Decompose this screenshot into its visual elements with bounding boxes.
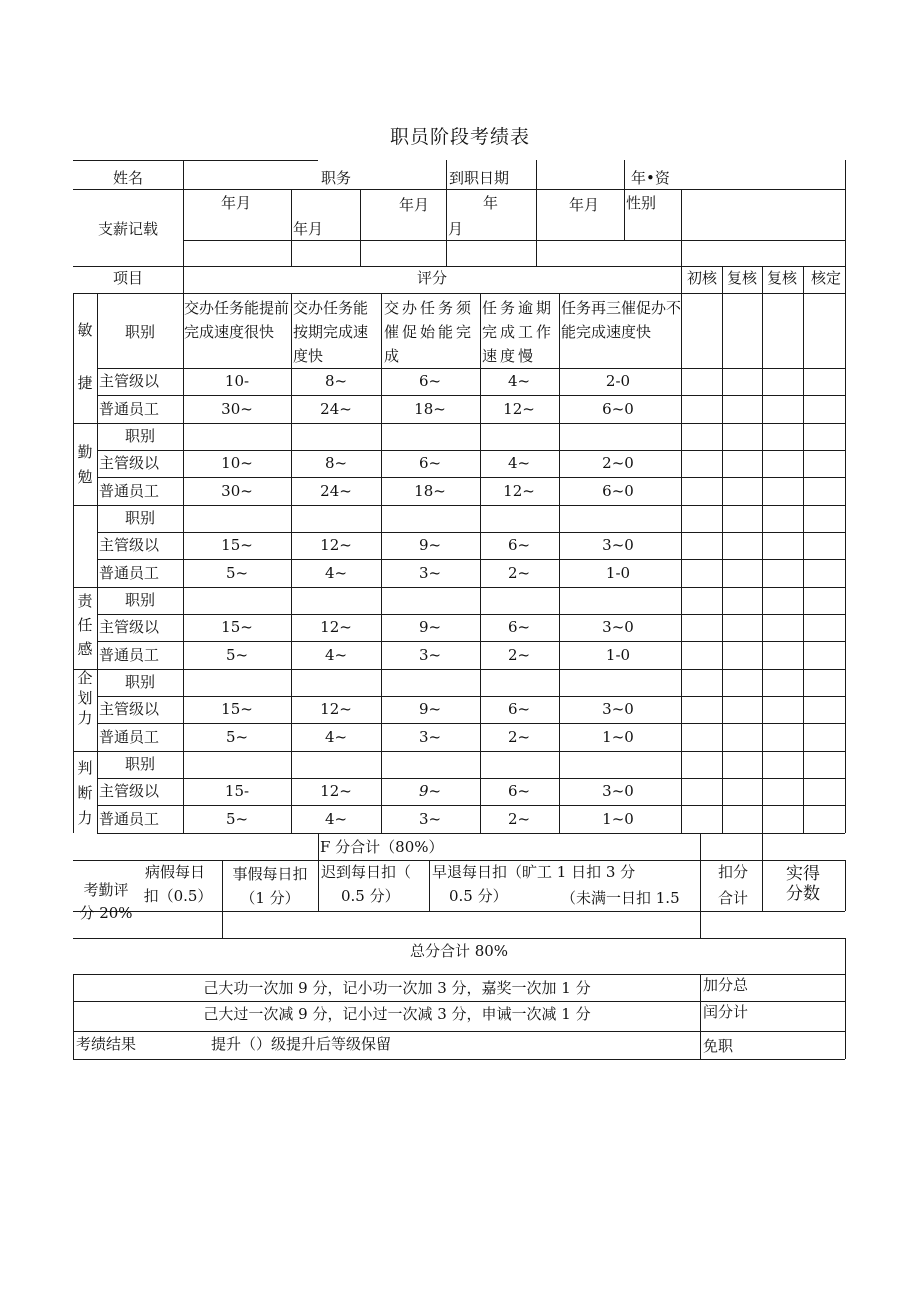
approve-header: 核定 xyxy=(810,269,842,287)
rank-label: 职别 xyxy=(124,323,156,341)
rank-label: 职别 xyxy=(124,427,156,445)
rule xyxy=(73,587,845,588)
score-cell: 9~ xyxy=(418,536,442,554)
section-char: 任 xyxy=(77,616,93,634)
criterion-5: 任务再三催促办不能完成速度快 xyxy=(561,299,682,341)
attendance-label: 考勤评 xyxy=(83,881,129,899)
score-cell: 15~ xyxy=(221,536,253,554)
dismissal-option: 免职 xyxy=(703,1037,734,1055)
rule xyxy=(97,450,845,451)
score-cell: 12~ xyxy=(320,618,352,636)
gender-label: 性别 xyxy=(626,194,657,212)
section-char: 断 xyxy=(77,784,93,802)
rule xyxy=(845,938,846,1059)
deduction-total-label: 扣分 xyxy=(717,863,749,881)
score-cell: 2~ xyxy=(507,728,531,746)
rule xyxy=(97,293,98,833)
attendance-label: 分 20% xyxy=(79,904,133,922)
score-cell: 5~ xyxy=(225,564,249,582)
hire-date-label: 到职日期 xyxy=(449,169,510,187)
rule xyxy=(73,505,845,506)
score-cell: 8~ xyxy=(324,454,348,472)
score-cell: 12~ xyxy=(503,482,535,500)
section-char: 感 xyxy=(77,640,93,658)
rule xyxy=(97,395,845,396)
rule xyxy=(73,293,74,833)
rule xyxy=(73,293,845,294)
score-cell: 5~ xyxy=(225,728,249,746)
section-char: 敏 xyxy=(77,321,93,339)
score-cell: 10~ xyxy=(221,454,253,472)
score-cell: 9~ xyxy=(418,700,442,718)
score-cell: 24~ xyxy=(320,400,352,418)
section-char: 责 xyxy=(77,592,93,610)
rule xyxy=(73,974,74,1059)
rule xyxy=(624,160,625,240)
actual-score-label: 实得 xyxy=(786,864,820,884)
rule xyxy=(222,860,223,938)
score-cell: 12~ xyxy=(503,400,535,418)
demerit-rule: 己大过一次减 9 分，记小过一次减 3 分，申诫一次减 1 分 xyxy=(203,1005,591,1023)
rule xyxy=(73,751,845,752)
score-cell: 6~ xyxy=(507,700,531,718)
rule xyxy=(291,293,292,833)
personal-leave-rule: （1 分） xyxy=(240,889,300,907)
score-cell: 2~ xyxy=(507,810,531,828)
rank-label: 职别 xyxy=(124,509,156,527)
score-cell: 24~ xyxy=(320,482,352,500)
score-cell: 15~ xyxy=(221,700,253,718)
penalty-total-label: 闰分计 xyxy=(703,1003,749,1021)
section-char: 勉 xyxy=(77,468,93,486)
rule xyxy=(73,1001,845,1002)
sick-leave-rule: 扣（0.5） xyxy=(143,887,213,905)
promotion-option: 提升（）级提升后等级保留 xyxy=(211,1035,392,1053)
salary-date-1: 年月 xyxy=(221,194,252,212)
score-cell: 18~ xyxy=(414,400,446,418)
rule xyxy=(97,614,845,615)
criterion-4: 任务逾期完成工作速度慢 xyxy=(482,299,555,365)
score-cell: 6~ xyxy=(418,454,442,472)
rule xyxy=(73,938,845,939)
rule xyxy=(97,532,845,533)
rule xyxy=(97,368,845,369)
section-char: 划 xyxy=(77,689,93,707)
score-cell: 15- xyxy=(224,782,250,800)
actual-score-label: 分数 xyxy=(786,884,820,904)
score-cell: 4~ xyxy=(507,372,531,390)
rule xyxy=(73,266,845,267)
rule xyxy=(845,860,846,911)
rule xyxy=(97,559,845,560)
supervisor-label: 主管级以 xyxy=(99,618,160,636)
score-cell: 6~0 xyxy=(602,400,634,418)
rule xyxy=(183,293,184,833)
section-char: 企 xyxy=(77,669,93,687)
score-cell: 5~ xyxy=(225,810,249,828)
deduction-total-label: 合计 xyxy=(717,889,749,907)
score-cell: 3~0 xyxy=(602,536,634,554)
score-cell: 6~ xyxy=(507,618,531,636)
salary-date-4-year: 年 xyxy=(483,194,499,212)
supervisor-label: 主管级以 xyxy=(99,700,160,718)
supervisor-label: 主管级以 xyxy=(99,782,160,800)
supervisor-label: 主管级以 xyxy=(99,454,160,472)
supervisor-label: 主管级以 xyxy=(99,536,160,554)
staff-label: 普通员工 xyxy=(99,400,160,418)
merit-rule: 己大功一次加 9 分，记小功一次加 3 分，嘉奖一次加 1 分 xyxy=(203,979,591,997)
rule xyxy=(559,293,560,833)
rule xyxy=(803,266,804,833)
score-cell: 3~0 xyxy=(602,700,634,718)
second-review-header: 复核 xyxy=(726,269,758,287)
score-cell: 6~ xyxy=(418,372,442,390)
score-cell: 4~ xyxy=(324,810,348,828)
score-cell: 6~ xyxy=(507,536,531,554)
result-label: 考绩结果 xyxy=(76,1035,137,1053)
staff-label: 普通员工 xyxy=(99,810,160,828)
rule xyxy=(446,160,447,266)
rule xyxy=(360,189,361,266)
position-label: 职务 xyxy=(320,169,352,187)
first-review-header: 初核 xyxy=(686,269,718,287)
sick-leave-rule: 病假每日 xyxy=(144,863,206,881)
score-cell: 3~ xyxy=(418,646,442,664)
third-review-header: 复核 xyxy=(766,269,798,287)
rule xyxy=(700,860,701,938)
staff-label: 普通员工 xyxy=(99,482,160,500)
rule xyxy=(722,266,723,833)
score-cell: 4~ xyxy=(324,728,348,746)
rule xyxy=(73,1059,845,1060)
rule xyxy=(700,974,701,1059)
rule xyxy=(97,477,845,478)
score-cell: 4~ xyxy=(324,564,348,582)
rule xyxy=(700,833,701,860)
rule xyxy=(762,266,763,860)
section-char: 力 xyxy=(77,809,93,827)
score-cell: 1~0 xyxy=(602,728,634,746)
personal-leave-rule: 事假每日扣 xyxy=(232,865,308,883)
rule xyxy=(845,266,846,833)
name-label: 姓名 xyxy=(112,169,144,187)
rule xyxy=(291,189,292,266)
score-cell: 18~ xyxy=(414,482,446,500)
rule xyxy=(183,160,184,293)
rule xyxy=(183,240,845,241)
section-char: 捷 xyxy=(77,374,93,392)
score-cell: 3~0 xyxy=(602,782,634,800)
salary-date-4-month: 月 xyxy=(448,220,464,238)
rule xyxy=(73,911,845,912)
salary-date-3: 年月 xyxy=(399,196,430,214)
rank-label: 职别 xyxy=(124,673,156,691)
staff-label: 普通员工 xyxy=(99,564,160,582)
rank-label: 职别 xyxy=(124,591,156,609)
rule xyxy=(97,696,845,697)
rule xyxy=(97,723,845,724)
score-cell: 6~ xyxy=(507,782,531,800)
section-char: 力 xyxy=(77,709,93,727)
score-cell: 3~ xyxy=(418,810,442,828)
score-cell: 3~ xyxy=(418,564,442,582)
total-score-label: 总分合计 80% xyxy=(409,942,509,960)
score-cell: 2~0 xyxy=(602,454,634,472)
subtotal-label: F 分合计（80%） xyxy=(320,838,444,856)
score-cell: 12~ xyxy=(320,782,352,800)
rule xyxy=(73,669,845,670)
late-rule: 迟到每日扣（ xyxy=(321,863,412,881)
section-char: 勤 xyxy=(77,443,93,461)
score-cell: 3~0 xyxy=(602,618,634,636)
section-char: 判 xyxy=(77,759,93,777)
rule xyxy=(536,160,537,266)
form-title: 职员阶段考绩表 xyxy=(389,126,531,148)
score-cell: 9~ xyxy=(418,618,442,636)
score-cell: 12~ xyxy=(320,536,352,554)
score-cell: 8~ xyxy=(324,372,348,390)
score-cell: 6~0 xyxy=(602,482,634,500)
score-cell: 1~0 xyxy=(602,810,634,828)
rule xyxy=(381,293,382,833)
rule xyxy=(97,641,845,642)
salary-date-2: 年月 xyxy=(293,220,324,238)
score-cell: 3~ xyxy=(418,728,442,746)
rule xyxy=(480,293,481,833)
criterion-2: 交办任务能按期完成速度快 xyxy=(293,299,369,365)
rule xyxy=(73,423,845,424)
rule xyxy=(97,833,845,834)
early-leave-rule: 早退每日扣（旷工 1 日扣 3 分 xyxy=(432,863,636,881)
score-cell: 10- xyxy=(224,372,250,390)
rule xyxy=(762,860,763,911)
rating-header: 评分 xyxy=(416,269,448,287)
rule xyxy=(429,860,430,911)
staff-label: 普通员工 xyxy=(99,646,160,664)
bonus-total-label: 加分总 xyxy=(703,976,749,994)
rule xyxy=(73,189,845,190)
score-cell: 5~ xyxy=(225,646,249,664)
score-cell: 4~ xyxy=(324,646,348,664)
salary-date-5: 年月 xyxy=(569,196,600,214)
score-cell: 9~ xyxy=(418,782,442,800)
score-cell: 1-0 xyxy=(605,646,631,664)
rule xyxy=(97,805,845,806)
item-header: 项目 xyxy=(112,269,144,287)
early-leave-rule: 0.5 分） xyxy=(449,887,508,905)
absence-rule: （未满一日扣 1.5 xyxy=(561,889,680,907)
score-cell: 2-0 xyxy=(605,372,631,390)
salary-record-label: 支薪记载 xyxy=(97,220,159,238)
rule xyxy=(73,974,845,975)
supervisor-label: 主管级以 xyxy=(99,372,160,390)
score-cell: 1-0 xyxy=(605,564,631,582)
score-cell: 2~ xyxy=(507,646,531,664)
criterion-1: 交办任务能提前完成速度很快 xyxy=(184,299,290,341)
seniority-label: 年•资 xyxy=(631,169,670,187)
score-cell: 15~ xyxy=(221,618,253,636)
score-cell: 2~ xyxy=(507,564,531,582)
rule xyxy=(97,778,845,779)
staff-label: 普通员工 xyxy=(99,728,160,746)
rule xyxy=(73,860,845,861)
rule xyxy=(318,833,319,911)
score-cell: 4~ xyxy=(507,454,531,472)
rule xyxy=(73,160,318,161)
rule xyxy=(681,189,682,833)
score-cell: 12~ xyxy=(320,700,352,718)
late-rule: 0.5 分） xyxy=(341,887,400,905)
rule xyxy=(73,1031,845,1032)
score-cell: 30~ xyxy=(221,482,253,500)
score-cell: 30~ xyxy=(221,400,253,418)
rank-label: 职别 xyxy=(124,755,156,773)
criterion-3: 交办任务须催促始能完成 xyxy=(384,299,475,365)
